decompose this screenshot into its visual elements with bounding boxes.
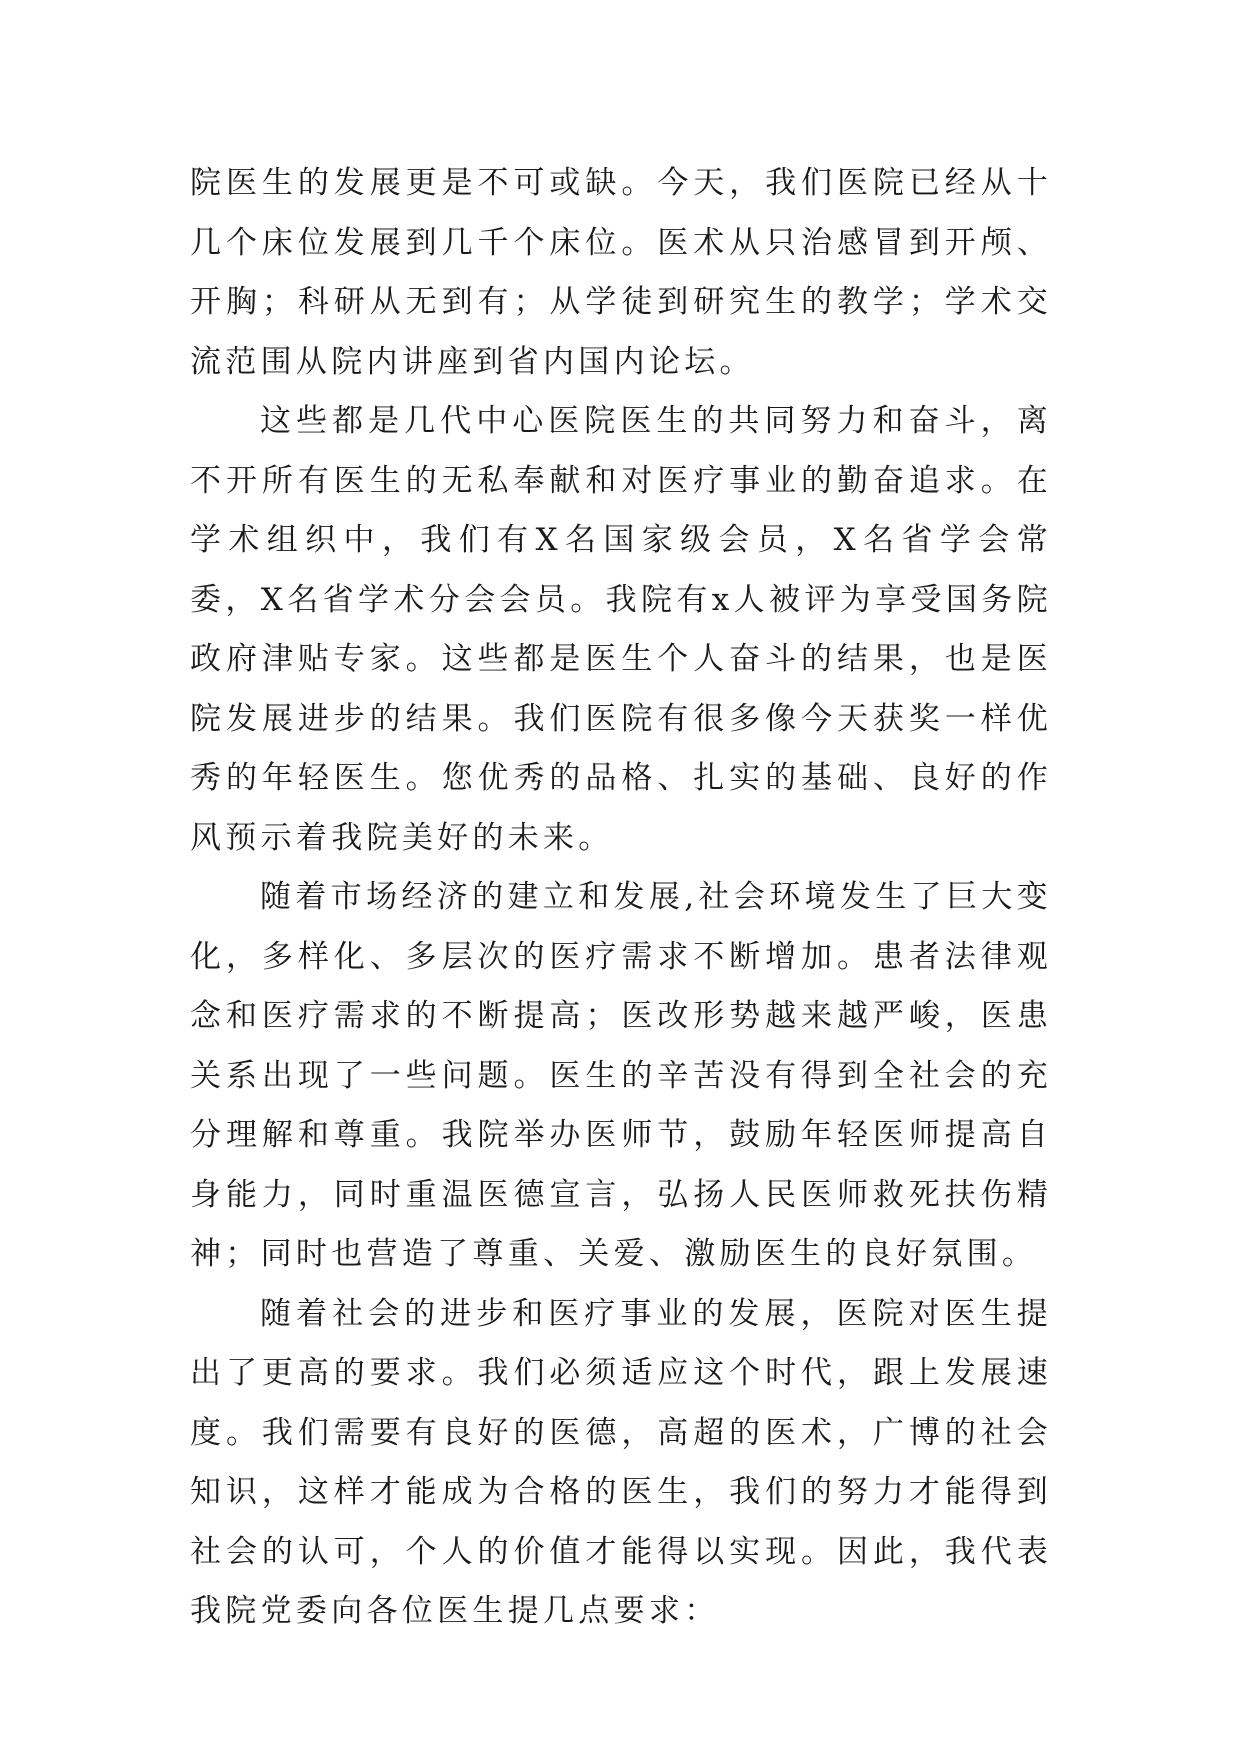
paragraph-social-environment: 随着市场经济的建立和发展,社会环境发生了巨大变化，多样化、多层次的医疗需求不断增加。患者法律观念和医疗需求的不断提高；医改形势越来越严峻，医患关系出现了一些问题。医生的辛苦没有得到全社会的充分理解和尊重。我院举办医师节，鼓励年轻医师提高自身能力，同时重温医德宣言，弘扬人民医师救死扶伤精神；同时也营造了尊重、关爱、激励医生的良好氛围。 (190, 879, 1052, 1272)
document-body (190, 154, 1052, 1642)
paragraph-requirements: 随着社会的进步和医疗事业的发展，医院对医生提出了更高的要求。我们必须适应这个时代，跟上发展速度。我们需要有良好的医德，高超的医术，广博的社会知识，这样才能成为合格的医生，我们的努力才能得到社会的认可，个人的价值才能得以实现。因此，我代表我院党委向各位医生提几点要求： (190, 1295, 1052, 1629)
paragraph-continuation: 院医生的发展更是不可或缺。今天，我们医院已经从十几个床位发展到几千个床位。医术从只治感冒到开颅、开胸；科研从无到有；从学徒到研究生的教学；学术交流范围从院内讲座到省内国内论坛。 (190, 165, 1052, 380)
paragraph-achievements: 这些都是几代中心医院医生的共同努力和奋斗，离不开所有医生的无私奉献和对医疗事业的勤奋追求。在学术组织中，我们有X名国家级会员，X名省学会常委，X名省学术分会会员。我院有x人被评为享受国务院政府津贴专家。这些都是医生个人奋斗的结果，也是医院发展进步的结果。我们医院有很多像今天获奖一样优秀的年轻医生。您优秀的品格、扎实的基础、良好的作风预示着我院美好的未来。 (190, 403, 1052, 856)
